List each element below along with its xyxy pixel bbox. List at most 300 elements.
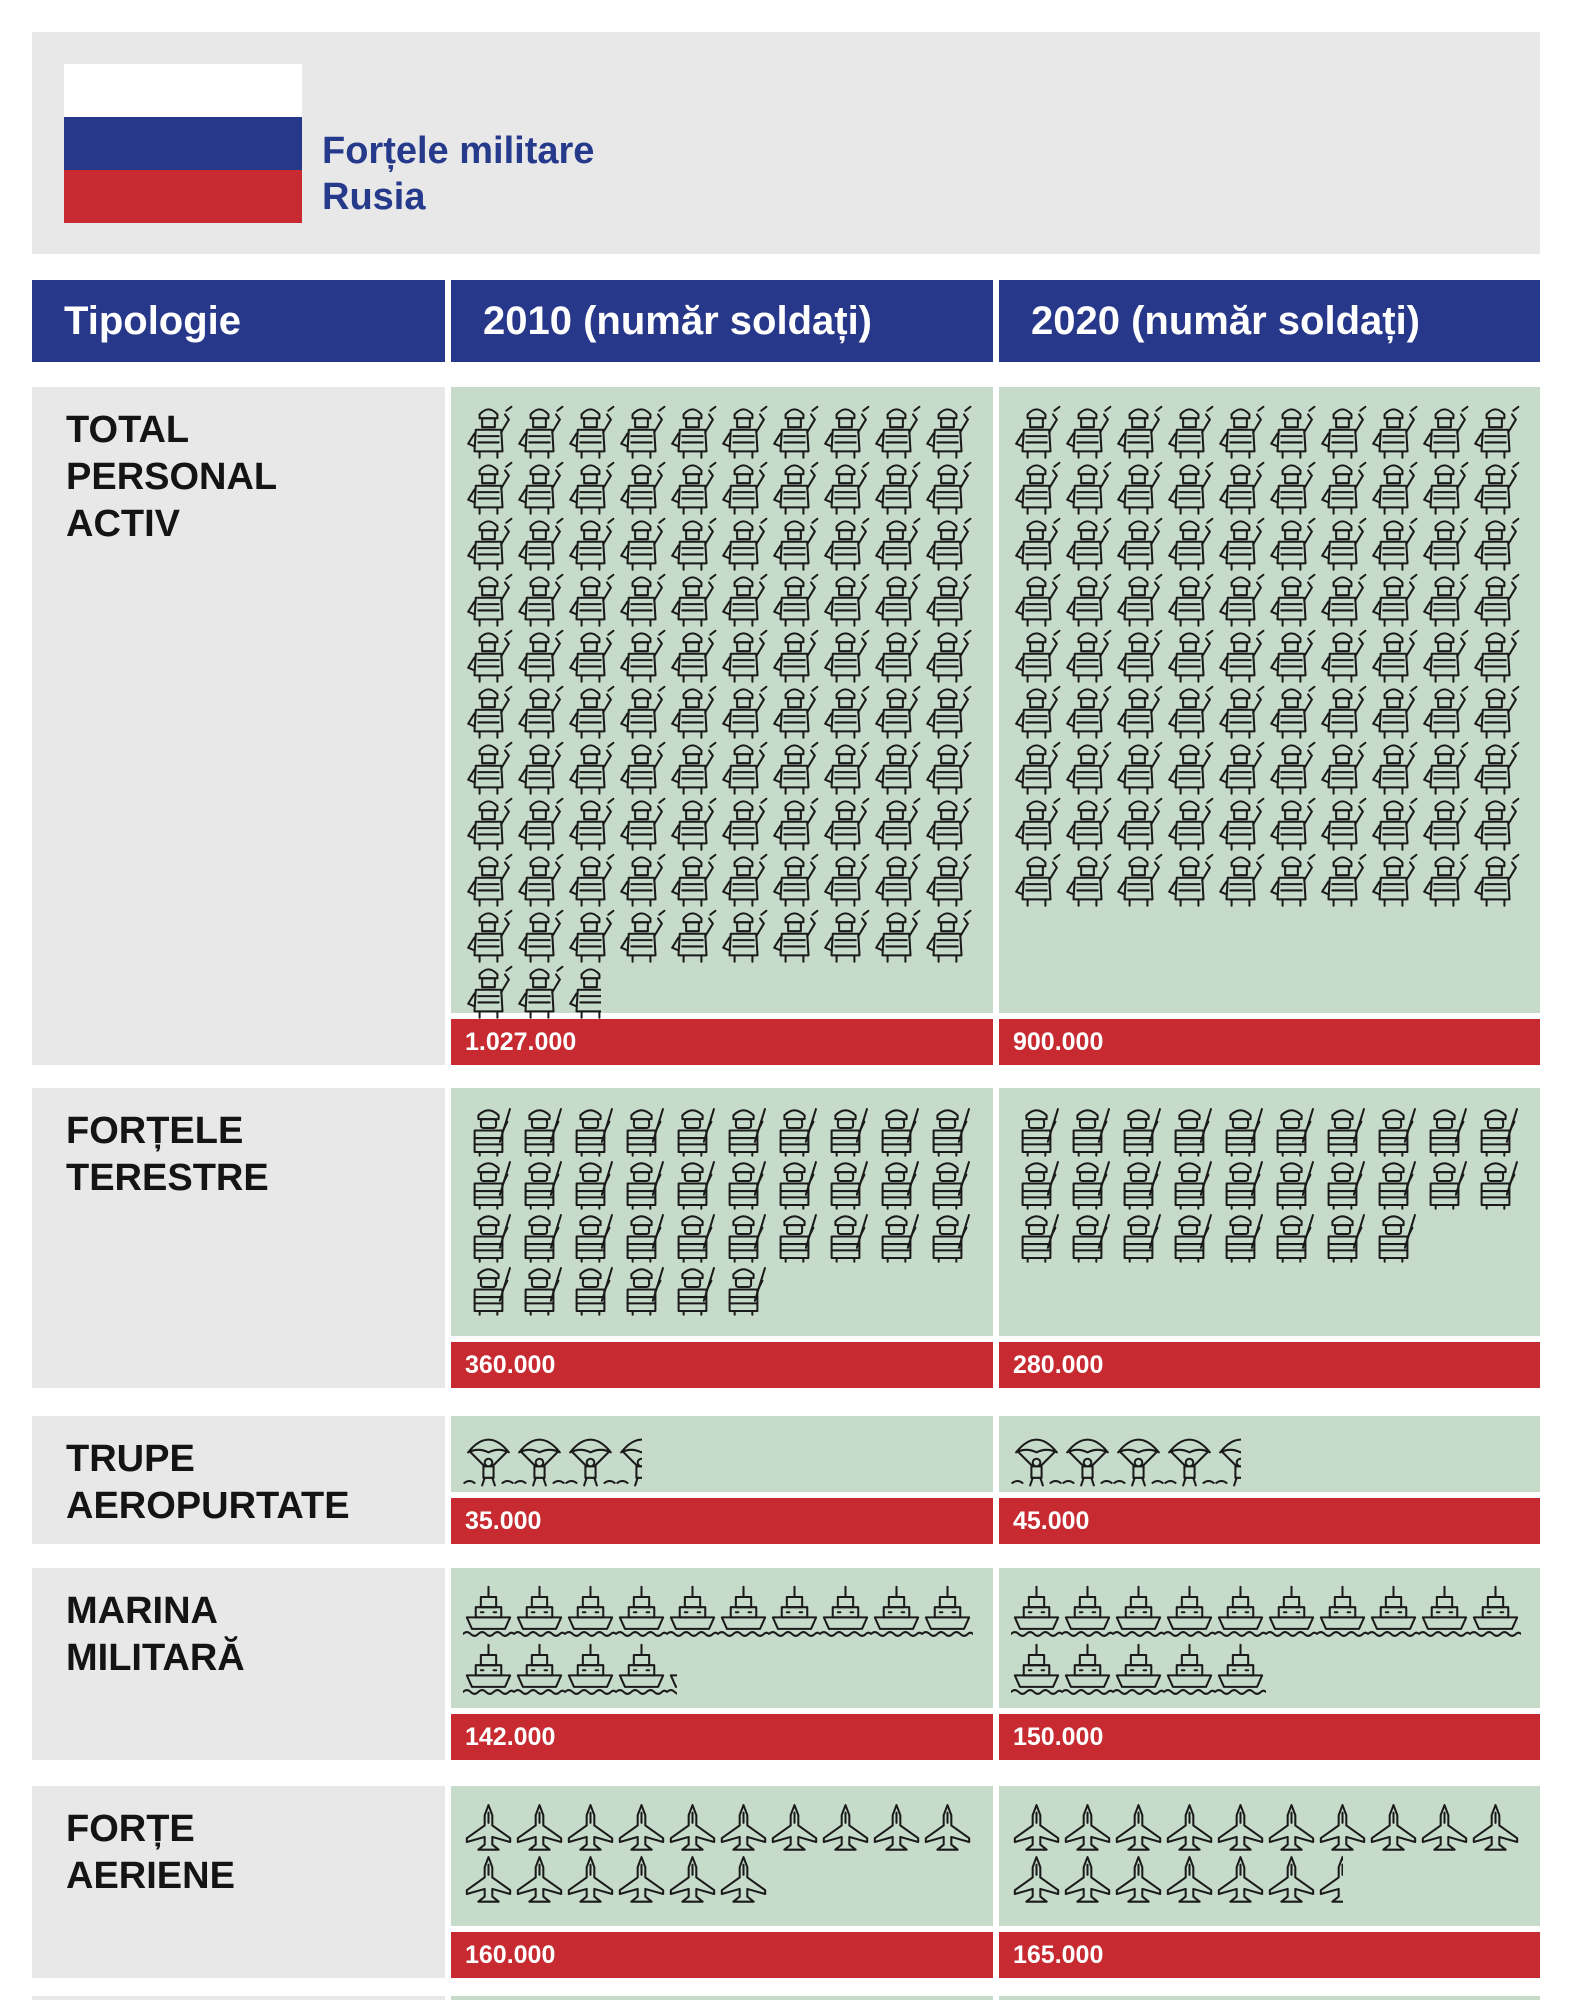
pictogram-cell-2020 — [999, 1416, 1540, 1492]
saluting-soldier-icon — [1011, 403, 1062, 459]
saluting-soldier-icon — [463, 459, 514, 515]
paratrooper-icon — [1113, 1432, 1164, 1488]
next-row-label-strip — [32, 1996, 445, 2000]
fighter-jet-icon — [922, 1802, 973, 1854]
soldier-with-rifle-icon — [1266, 1104, 1317, 1157]
saluting-soldier-icon — [1011, 851, 1062, 907]
saluting-soldier-icon — [769, 851, 820, 907]
soldier-with-rifle-icon — [565, 1210, 616, 1263]
warship-icon — [1266, 1584, 1317, 1638]
soldier-with-rifle-icon — [871, 1210, 922, 1263]
saluting-soldier-icon — [1419, 851, 1470, 907]
pictogram-icons — [1011, 403, 1532, 907]
saluting-soldier-icon — [463, 963, 514, 1019]
saluting-soldier-icon — [1011, 571, 1062, 627]
paratrooper-icon — [1215, 1432, 1241, 1488]
pictogram-cell-2010 — [451, 387, 993, 1013]
saluting-soldier-icon — [667, 851, 718, 907]
saluting-soldier-icon — [1113, 851, 1164, 907]
saluting-soldier-icon — [667, 515, 718, 571]
fighter-jet-icon — [871, 1802, 922, 1854]
fighter-jet-icon — [565, 1854, 616, 1906]
saluting-soldier-icon — [514, 795, 565, 851]
fighter-jet-icon — [1011, 1802, 1062, 1854]
russia-flag — [64, 64, 302, 223]
saluting-soldier-icon — [1266, 571, 1317, 627]
paratrooper-icon — [514, 1432, 565, 1488]
saluting-soldier-icon — [1317, 571, 1368, 627]
soldier-with-rifle-icon — [1317, 1210, 1368, 1263]
pictogram-cell-2020 — [999, 387, 1540, 1013]
saluting-soldier-icon — [1419, 459, 1470, 515]
saluting-soldier-icon — [1317, 627, 1368, 683]
row-label: TRUPE AEROPURTATE — [66, 1438, 350, 1527]
saluting-soldier-icon — [463, 907, 514, 963]
saluting-soldier-icon — [514, 739, 565, 795]
saluting-soldier-icon — [718, 739, 769, 795]
saluting-soldier-icon — [1011, 795, 1062, 851]
soldier-with-rifle-icon — [514, 1263, 565, 1316]
soldier-with-rifle-icon — [1011, 1157, 1062, 1210]
saluting-soldier-icon — [769, 627, 820, 683]
soldier-with-rifle-icon — [718, 1104, 769, 1157]
soldier-with-rifle-icon — [667, 1157, 718, 1210]
saluting-soldier-icon — [514, 571, 565, 627]
row-label: TOTAL PERSONAL ACTIV — [66, 409, 278, 545]
soldier-with-rifle-icon — [1215, 1104, 1266, 1157]
saluting-soldier-icon — [1113, 459, 1164, 515]
saluting-soldier-icon — [463, 403, 514, 459]
soldier-with-rifle-icon — [769, 1104, 820, 1157]
saluting-soldier-icon — [565, 907, 616, 963]
soldier-with-rifle-icon — [667, 1104, 718, 1157]
fighter-jet-icon — [1215, 1802, 1266, 1854]
saluting-soldier-icon — [565, 963, 601, 1019]
saluting-soldier-icon — [1164, 459, 1215, 515]
value-label-2020: 150.000 — [999, 1714, 1540, 1760]
soldier-with-rifle-icon — [1113, 1104, 1164, 1157]
saluting-soldier-icon — [1113, 627, 1164, 683]
fighter-jet-icon — [1164, 1802, 1215, 1854]
saluting-soldier-icon — [463, 683, 514, 739]
saluting-soldier-icon — [922, 459, 973, 515]
fighter-jet-icon — [718, 1854, 769, 1906]
saluting-soldier-icon — [820, 739, 871, 795]
warship-icon — [1317, 1584, 1368, 1638]
fighter-jet-icon — [718, 1802, 769, 1854]
flag-stripe-white — [64, 64, 302, 117]
saluting-soldier-icon — [1470, 515, 1521, 571]
saluting-soldier-icon — [1215, 795, 1266, 851]
saluting-soldier-icon — [514, 627, 565, 683]
title-line-2: Rusia — [322, 176, 426, 218]
column-header-2020: 2020 (număr soldați) — [999, 280, 1540, 362]
soldier-with-rifle-icon — [1062, 1210, 1113, 1263]
row-label: MARINA MILITARĂ — [66, 1590, 245, 1679]
saluting-soldier-icon — [1470, 627, 1521, 683]
next-row-2010-strip — [451, 1996, 993, 2000]
paratrooper-icon — [1062, 1432, 1113, 1488]
warship-icon — [1164, 1642, 1215, 1696]
saluting-soldier-icon — [1368, 739, 1419, 795]
pictogram-cell-2010 — [451, 1088, 993, 1336]
saluting-soldier-icon — [871, 403, 922, 459]
saluting-soldier-icon — [1368, 571, 1419, 627]
soldier-with-rifle-icon — [922, 1157, 973, 1210]
saluting-soldier-icon — [1266, 627, 1317, 683]
warship-icon — [514, 1642, 565, 1696]
fighter-jet-icon — [1011, 1854, 1062, 1906]
pictogram-cell-2020 — [999, 1088, 1540, 1336]
saluting-soldier-icon — [616, 851, 667, 907]
saluting-soldier-icon — [1368, 795, 1419, 851]
soldier-with-rifle-icon — [820, 1210, 871, 1263]
soldier-with-rifle-icon — [1164, 1104, 1215, 1157]
warship-icon — [1113, 1584, 1164, 1638]
fighter-jet-icon — [1113, 1854, 1164, 1906]
soldier-with-rifle-icon — [463, 1210, 514, 1263]
saluting-soldier-icon — [463, 851, 514, 907]
fighter-jet-icon — [514, 1854, 565, 1906]
warship-icon — [820, 1584, 871, 1638]
saluting-soldier-icon — [922, 739, 973, 795]
saluting-soldier-icon — [1113, 795, 1164, 851]
fighter-jet-icon — [1419, 1802, 1470, 1854]
saluting-soldier-icon — [565, 683, 616, 739]
soldier-with-rifle-icon — [871, 1157, 922, 1210]
saluting-soldier-icon — [1266, 515, 1317, 571]
saluting-soldier-icon — [1164, 851, 1215, 907]
warship-icon — [565, 1584, 616, 1638]
warship-icon — [1011, 1584, 1062, 1638]
pictogram-icons — [463, 1104, 985, 1316]
saluting-soldier-icon — [718, 459, 769, 515]
saluting-soldier-icon — [1266, 403, 1317, 459]
soldier-with-rifle-icon — [667, 1210, 718, 1263]
warship-icon — [1215, 1642, 1266, 1696]
paratrooper-icon — [1011, 1432, 1062, 1488]
soldier-with-rifle-icon — [1164, 1210, 1215, 1263]
saluting-soldier-icon — [718, 515, 769, 571]
saluting-soldier-icon — [1419, 515, 1470, 571]
fighter-jet-icon — [1368, 1802, 1419, 1854]
soldier-with-rifle-icon — [1011, 1104, 1062, 1157]
saluting-soldier-icon — [565, 571, 616, 627]
saluting-soldier-icon — [820, 795, 871, 851]
warship-icon — [1011, 1642, 1062, 1696]
warship-icon — [1062, 1642, 1113, 1696]
fighter-jet-icon — [667, 1854, 718, 1906]
saluting-soldier-icon — [718, 403, 769, 459]
saluting-soldier-icon — [1164, 795, 1215, 851]
warship-icon — [667, 1584, 718, 1638]
soldier-with-rifle-icon — [1470, 1157, 1521, 1210]
soldier-with-rifle-icon — [1317, 1104, 1368, 1157]
saluting-soldier-icon — [769, 571, 820, 627]
soldier-with-rifle-icon — [718, 1210, 769, 1263]
column-header-type: Tipologie — [32, 280, 445, 362]
saluting-soldier-icon — [871, 907, 922, 963]
saluting-soldier-icon — [1266, 459, 1317, 515]
fighter-jet-icon — [1113, 1802, 1164, 1854]
warship-icon — [616, 1642, 667, 1696]
saluting-soldier-icon — [1317, 459, 1368, 515]
soldier-with-rifle-icon — [616, 1263, 667, 1316]
saluting-soldier-icon — [565, 795, 616, 851]
saluting-soldier-icon — [1317, 851, 1368, 907]
fighter-jet-icon — [1062, 1802, 1113, 1854]
fighter-jet-icon — [1215, 1854, 1266, 1906]
saluting-soldier-icon — [1368, 851, 1419, 907]
saluting-soldier-icon — [1266, 683, 1317, 739]
saluting-soldier-icon — [1062, 795, 1113, 851]
paratrooper-icon — [463, 1432, 514, 1488]
saluting-soldier-icon — [1011, 459, 1062, 515]
saluting-soldier-icon — [820, 907, 871, 963]
saluting-soldier-icon — [565, 739, 616, 795]
saluting-soldier-icon — [616, 795, 667, 851]
saluting-soldier-icon — [565, 403, 616, 459]
saluting-soldier-icon — [820, 459, 871, 515]
saluting-soldier-icon — [667, 683, 718, 739]
saluting-soldier-icon — [616, 403, 667, 459]
saluting-soldier-icon — [565, 627, 616, 683]
soldier-with-rifle-icon — [565, 1157, 616, 1210]
warship-icon — [922, 1584, 973, 1638]
saluting-soldier-icon — [922, 683, 973, 739]
saluting-soldier-icon — [463, 739, 514, 795]
soldier-with-rifle-icon — [1368, 1210, 1419, 1263]
warship-icon — [565, 1642, 616, 1696]
saluting-soldier-icon — [1011, 515, 1062, 571]
saluting-soldier-icon — [1164, 739, 1215, 795]
warship-icon — [769, 1584, 820, 1638]
warship-icon — [718, 1584, 769, 1638]
value-label-2020: 280.000 — [999, 1342, 1540, 1388]
saluting-soldier-icon — [616, 627, 667, 683]
fighter-jet-icon — [616, 1802, 667, 1854]
saluting-soldier-icon — [1113, 683, 1164, 739]
saluting-soldier-icon — [514, 963, 565, 1019]
soldier-with-rifle-icon — [1419, 1157, 1470, 1210]
saluting-soldier-icon — [1011, 627, 1062, 683]
soldier-with-rifle-icon — [718, 1263, 769, 1316]
saluting-soldier-icon — [871, 795, 922, 851]
soldier-with-rifle-icon — [1266, 1210, 1317, 1263]
value-label-2010: 35.000 — [451, 1498, 993, 1544]
saluting-soldier-icon — [922, 627, 973, 683]
flag-stripe-blue — [64, 117, 302, 170]
fighter-jet-icon — [463, 1802, 514, 1854]
warship-icon — [514, 1584, 565, 1638]
soldier-with-rifle-icon — [616, 1104, 667, 1157]
soldier-with-rifle-icon — [1011, 1210, 1062, 1263]
saluting-soldier-icon — [1164, 627, 1215, 683]
warship-icon — [871, 1584, 922, 1638]
soldier-with-rifle-icon — [616, 1210, 667, 1263]
saluting-soldier-icon — [616, 571, 667, 627]
warship-icon — [1419, 1584, 1470, 1638]
saluting-soldier-icon — [514, 851, 565, 907]
flag-stripe-red — [64, 170, 302, 223]
saluting-soldier-icon — [616, 515, 667, 571]
soldier-with-rifle-icon — [616, 1157, 667, 1210]
saluting-soldier-icon — [769, 907, 820, 963]
saluting-soldier-icon — [769, 515, 820, 571]
soldier-with-rifle-icon — [667, 1263, 718, 1316]
soldier-with-rifle-icon — [820, 1157, 871, 1210]
row-label: FORȚE AERIENE — [66, 1808, 235, 1897]
saluting-soldier-icon — [1317, 515, 1368, 571]
saluting-soldier-icon — [1113, 739, 1164, 795]
saluting-soldier-icon — [1470, 683, 1521, 739]
saluting-soldier-icon — [1215, 459, 1266, 515]
paratrooper-icon — [616, 1432, 642, 1488]
saluting-soldier-icon — [718, 571, 769, 627]
saluting-soldier-icon — [1266, 795, 1317, 851]
saluting-soldier-icon — [514, 515, 565, 571]
pictogram-icons — [463, 1584, 985, 1700]
warship-icon — [1215, 1584, 1266, 1638]
value-label-2010: 1.027.000 — [451, 1019, 993, 1065]
saluting-soldier-icon — [1164, 683, 1215, 739]
soldier-with-rifle-icon — [1113, 1210, 1164, 1263]
saluting-soldier-icon — [565, 515, 616, 571]
saluting-soldier-icon — [922, 795, 973, 851]
warship-icon — [1470, 1584, 1521, 1638]
saluting-soldier-icon — [820, 851, 871, 907]
warship-icon — [463, 1642, 514, 1696]
saluting-soldier-icon — [616, 739, 667, 795]
saluting-soldier-icon — [1062, 683, 1113, 739]
saluting-soldier-icon — [1113, 515, 1164, 571]
value-label-2010: 142.000 — [451, 1714, 993, 1760]
soldier-with-rifle-icon — [1215, 1210, 1266, 1263]
saluting-soldier-icon — [1062, 515, 1113, 571]
saluting-soldier-icon — [1215, 739, 1266, 795]
saluting-soldier-icon — [667, 739, 718, 795]
saluting-soldier-icon — [871, 515, 922, 571]
saluting-soldier-icon — [463, 571, 514, 627]
saluting-soldier-icon — [1062, 739, 1113, 795]
column-header-2010: 2010 (număr soldați) — [451, 280, 993, 362]
saluting-soldier-icon — [769, 403, 820, 459]
soldier-with-rifle-icon — [565, 1263, 616, 1316]
saluting-soldier-icon — [667, 627, 718, 683]
saluting-soldier-icon — [1419, 795, 1470, 851]
title-line-1: Forțele militare — [322, 130, 595, 172]
soldier-with-rifle-icon — [1266, 1157, 1317, 1210]
saluting-soldier-icon — [616, 907, 667, 963]
soldier-with-rifle-icon — [514, 1157, 565, 1210]
saluting-soldier-icon — [463, 515, 514, 571]
value-label-2020: 900.000 — [999, 1019, 1540, 1065]
saluting-soldier-icon — [1215, 515, 1266, 571]
soldier-with-rifle-icon — [1062, 1104, 1113, 1157]
saluting-soldier-icon — [1062, 459, 1113, 515]
saluting-soldier-icon — [718, 627, 769, 683]
saluting-soldier-icon — [1317, 739, 1368, 795]
saluting-soldier-icon — [1368, 403, 1419, 459]
saluting-soldier-icon — [667, 403, 718, 459]
saluting-soldier-icon — [1215, 627, 1266, 683]
saluting-soldier-icon — [922, 851, 973, 907]
fighter-jet-icon — [769, 1802, 820, 1854]
soldier-with-rifle-icon — [1215, 1157, 1266, 1210]
saluting-soldier-icon — [1470, 459, 1521, 515]
soldier-with-rifle-icon — [769, 1210, 820, 1263]
saluting-soldier-icon — [463, 627, 514, 683]
saluting-soldier-icon — [616, 683, 667, 739]
saluting-soldier-icon — [820, 571, 871, 627]
saluting-soldier-icon — [769, 459, 820, 515]
warship-icon — [1113, 1642, 1164, 1696]
saluting-soldier-icon — [514, 459, 565, 515]
fighter-jet-icon — [1062, 1854, 1113, 1906]
saluting-soldier-icon — [1011, 739, 1062, 795]
pictogram-icons — [1011, 1584, 1532, 1700]
soldier-with-rifle-icon — [922, 1210, 973, 1263]
saluting-soldier-icon — [1470, 739, 1521, 795]
saluting-soldier-icon — [1317, 683, 1368, 739]
saluting-soldier-icon — [667, 795, 718, 851]
soldier-with-rifle-icon — [1368, 1104, 1419, 1157]
saluting-soldier-icon — [1470, 795, 1521, 851]
saluting-soldier-icon — [1113, 571, 1164, 627]
saluting-soldier-icon — [718, 683, 769, 739]
saluting-soldier-icon — [667, 459, 718, 515]
value-label-2010: 360.000 — [451, 1342, 993, 1388]
warship-icon — [1368, 1584, 1419, 1638]
saluting-soldier-icon — [1164, 515, 1215, 571]
warship-icon — [1062, 1584, 1113, 1638]
saluting-soldier-icon — [514, 683, 565, 739]
saluting-soldier-icon — [820, 403, 871, 459]
soldier-with-rifle-icon — [514, 1210, 565, 1263]
saluting-soldier-icon — [1164, 403, 1215, 459]
saluting-soldier-icon — [820, 683, 871, 739]
saluting-soldier-icon — [718, 907, 769, 963]
soldier-with-rifle-icon — [922, 1104, 973, 1157]
page-title — [322, 128, 594, 220]
soldier-with-rifle-icon — [769, 1157, 820, 1210]
saluting-soldier-icon — [1368, 683, 1419, 739]
saluting-soldier-icon — [922, 907, 973, 963]
soldier-with-rifle-icon — [514, 1104, 565, 1157]
fighter-jet-icon — [1317, 1854, 1343, 1906]
paratrooper-icon — [565, 1432, 616, 1488]
saluting-soldier-icon — [1266, 739, 1317, 795]
pictogram-cell-2020 — [999, 1568, 1540, 1708]
saluting-soldier-icon — [1011, 683, 1062, 739]
saluting-soldier-icon — [1062, 851, 1113, 907]
warship-icon — [667, 1642, 677, 1696]
saluting-soldier-icon — [1470, 851, 1521, 907]
saluting-soldier-icon — [565, 851, 616, 907]
fighter-jet-icon — [1164, 1854, 1215, 1906]
fighter-jet-icon — [1470, 1802, 1521, 1854]
saluting-soldier-icon — [871, 851, 922, 907]
saluting-soldier-icon — [1164, 571, 1215, 627]
value-label-2020: 165.000 — [999, 1932, 1540, 1978]
warship-icon — [1164, 1584, 1215, 1638]
soldier-with-rifle-icon — [1419, 1104, 1470, 1157]
pictogram-cell-2010 — [451, 1568, 993, 1708]
saluting-soldier-icon — [1215, 851, 1266, 907]
saluting-soldier-icon — [922, 515, 973, 571]
pictogram-icons — [1011, 1802, 1532, 1906]
saluting-soldier-icon — [922, 403, 973, 459]
